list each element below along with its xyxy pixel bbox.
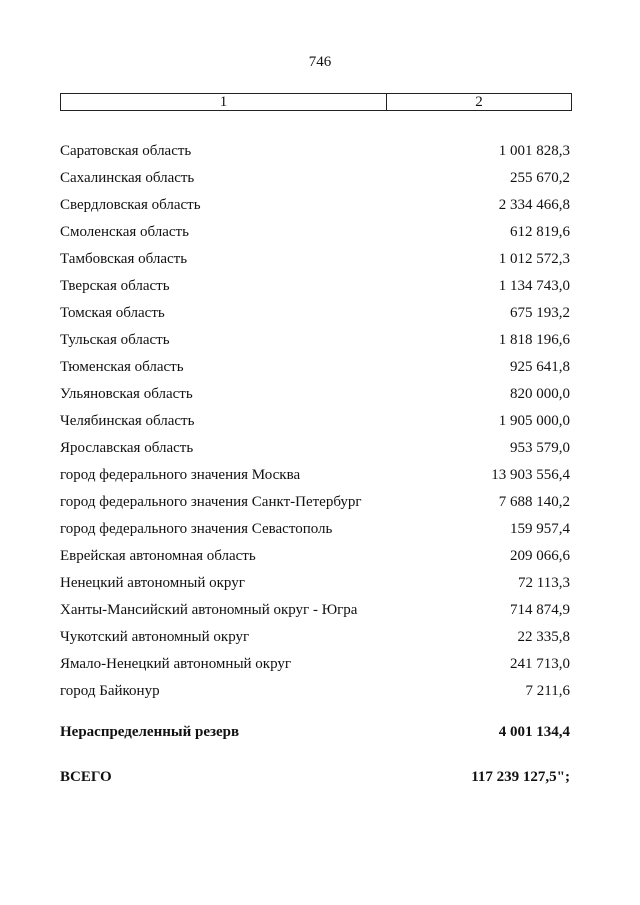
region-value: 1 001 828,3 — [498, 143, 570, 159]
table-row — [60, 300, 570, 327]
region-value: 612 819,6 — [510, 224, 570, 240]
grand-total-row — [60, 769, 570, 786]
region-value: 7 211,6 — [525, 683, 570, 699]
region-name: Смоленская область — [60, 224, 189, 240]
table-row — [60, 651, 570, 678]
region-name: Томская область — [60, 305, 165, 321]
region-value: 22 335,8 — [517, 629, 570, 645]
region-list — [60, 138, 570, 705]
region-name: город Байконур — [60, 683, 160, 699]
table-row — [60, 624, 570, 651]
region-name: город федерального значения Москва — [60, 467, 301, 483]
table-row — [60, 138, 570, 165]
table-row — [60, 219, 570, 246]
region-name: Чукотский автономный округ — [60, 629, 250, 645]
region-name: Тверская область — [60, 278, 170, 294]
region-value: 209 066,6 — [510, 548, 570, 564]
region-name: Челябинская область — [60, 413, 195, 429]
region-value: 159 957,4 — [510, 521, 570, 537]
region-name: Сахалинская область — [60, 170, 195, 186]
region-value: 13 903 556,4 — [491, 467, 570, 483]
unallocated-reserve-row — [60, 724, 570, 741]
table-row — [60, 192, 570, 219]
region-value: 72 113,3 — [518, 575, 570, 591]
table-row — [60, 435, 570, 462]
region-name: Ханты-Мансийский автономный округ - Югра — [60, 602, 358, 618]
region-value: 1 134 743,0 — [498, 278, 570, 294]
region-value: 820 000,0 — [510, 386, 570, 402]
table-row — [60, 165, 570, 192]
region-name: Ярославская область — [60, 440, 194, 456]
region-name: Ненецкий автономный округ — [60, 575, 245, 591]
region-name: Тюменская область — [60, 359, 184, 375]
region-name: Свердловская область — [60, 197, 201, 213]
region-value: 1 905 000,0 — [498, 413, 570, 429]
region-name: Еврейская автономная область — [60, 548, 256, 564]
region-name: город федерального значения Севастополь — [60, 521, 333, 537]
region-value: 255 670,2 — [510, 170, 570, 186]
table-row — [60, 327, 570, 354]
region-value: 2 334 466,8 — [498, 197, 570, 213]
table-row — [60, 678, 570, 705]
reserve-value: 4 001 134,4 — [498, 724, 570, 740]
region-value: 714 874,9 — [510, 602, 570, 618]
column-header-2: 2 — [475, 94, 483, 110]
table-row — [60, 516, 570, 543]
region-value: 7 688 140,2 — [498, 494, 570, 510]
table-row — [60, 246, 570, 273]
region-value: 1 818 196,6 — [498, 332, 570, 348]
column-header-1: 1 — [61, 94, 387, 110]
table-row — [60, 354, 570, 381]
region-name: город федерального значения Санкт-Петербург — [60, 494, 362, 510]
table-row — [60, 273, 570, 300]
page-number: 746 — [308, 54, 332, 70]
region-value: 1 012 572,3 — [498, 251, 570, 267]
column-header-table — [60, 93, 572, 111]
table-row — [60, 570, 570, 597]
region-value: 925 641,8 — [510, 359, 570, 375]
region-name: Ямало-Ненецкий автономный округ — [60, 656, 292, 672]
region-name: Ульяновская область — [60, 386, 193, 402]
table-row — [60, 597, 570, 624]
table-row — [60, 381, 570, 408]
region-name: Тамбовская область — [60, 251, 188, 267]
table-row — [60, 408, 570, 435]
region-name: Тульская область — [60, 332, 170, 348]
total-label: ВСЕГО — [60, 769, 112, 785]
table-row — [60, 462, 570, 489]
region-value: 953 579,0 — [510, 440, 570, 456]
table-row — [60, 543, 570, 570]
region-value: 675 193,2 — [510, 305, 570, 321]
region-value: 241 713,0 — [510, 656, 570, 672]
reserve-label: Нераспределенный резерв — [60, 724, 240, 740]
table-row — [60, 489, 570, 516]
region-name: Саратовская область — [60, 143, 192, 159]
total-value: 117 239 127,5"; — [471, 769, 570, 785]
